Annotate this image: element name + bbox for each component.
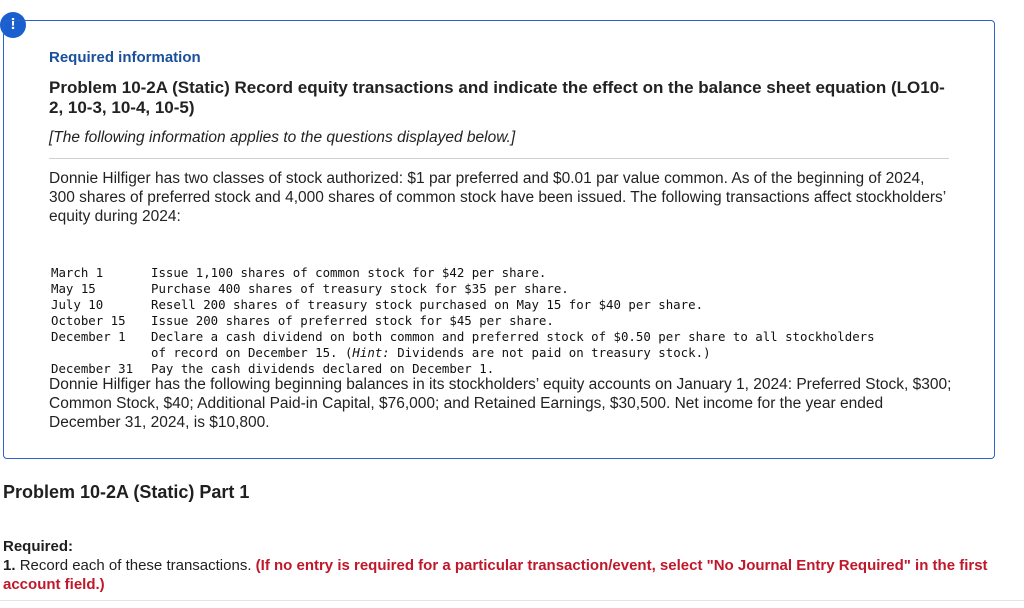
required-information-heading: Required information	[49, 49, 201, 66]
transaction-text: Purchase 400 shares of treasury stock for $35 per share.	[151, 281, 569, 296]
transaction-date: December 31	[51, 361, 134, 376]
transaction-text: Issue 200 shares of preferred stock for $45 per share.	[151, 313, 554, 328]
transaction-date: October 15	[51, 313, 126, 328]
hint-text: Dividends are not paid on treasury stock.	[397, 345, 704, 360]
required-label: Required:	[3, 538, 74, 555]
beginning-balances-paragraph: Donnie Hilfiger has the following beginning balances in its stockholders’ equity accounts on January 1, 2024: Preferred Stock, $300; Common Stock, $40; Additional Paid-in Capital, $76,000; and Retained Earnings, $30,500. Net income for the year ended December 31, 2024, is $10,800.	[49, 376, 952, 431]
transaction-text-main: Declare a cash dividend on both common and preferred stock of $0.50 per share to all stockholders of record on December 15.	[151, 329, 875, 360]
transactions-table	[51, 265, 891, 377]
transaction-text: Pay the cash dividends declared on December 1.	[151, 361, 495, 376]
transaction-date: March 1	[51, 265, 104, 280]
transaction-row	[51, 265, 891, 281]
instruction	[3, 556, 1003, 594]
exclamation-icon: !	[0, 12, 26, 38]
part-title: Problem 10-2A (Static) Part 1	[3, 482, 250, 502]
instruction-text: Record each of these transactions.	[19, 557, 252, 574]
divider	[49, 158, 949, 159]
transaction-date: May 15	[51, 281, 96, 296]
transaction-date: July 10	[51, 297, 104, 312]
instruction-warning: (If no entry is required for a particular transaction/event, select "No Journal Entry Required" in the first account field.)	[3, 557, 988, 593]
transaction-text: Resell 200 shares of treasury stock purchased on May 15 for $40 per share.	[151, 297, 704, 312]
problem-title: Problem 10-2A (Static) Record equity transactions and indicate the effect on the balance sheet equation (LO10-2, 10-3, 10-4, 10-5)	[49, 78, 945, 117]
transaction-row	[51, 313, 891, 329]
transaction-text: Issue 1,100 shares of common stock for $42 per share.	[151, 265, 547, 280]
instruction-number: 1.	[3, 557, 16, 574]
transaction-date: December 1	[51, 329, 126, 344]
required-information-panel	[3, 20, 995, 459]
intro-paragraph: Donnie Hilfiger has two classes of stock authorized: $1 par preferred and $0.01 par value common. As of the beginning of 2024, 300 shares of preferred stock and 4,000 shares of common stock have been issued. The following transactions affect stockholders’ equity during 2024:	[49, 170, 946, 225]
transaction-row	[51, 297, 891, 313]
applies-note: [The following information applies to the questions displayed below.]	[49, 129, 516, 146]
hint-label: Hint:	[352, 345, 390, 360]
transaction-row	[51, 281, 891, 297]
transaction-text: Declare a cash dividend on both common and preferred stock of $0.50 per share to all stockholders of record on December 15. (Hint: Dividends are not paid on treasury stock.)	[151, 329, 875, 360]
bottom-divider	[0, 600, 1024, 601]
transaction-row	[51, 329, 891, 361]
